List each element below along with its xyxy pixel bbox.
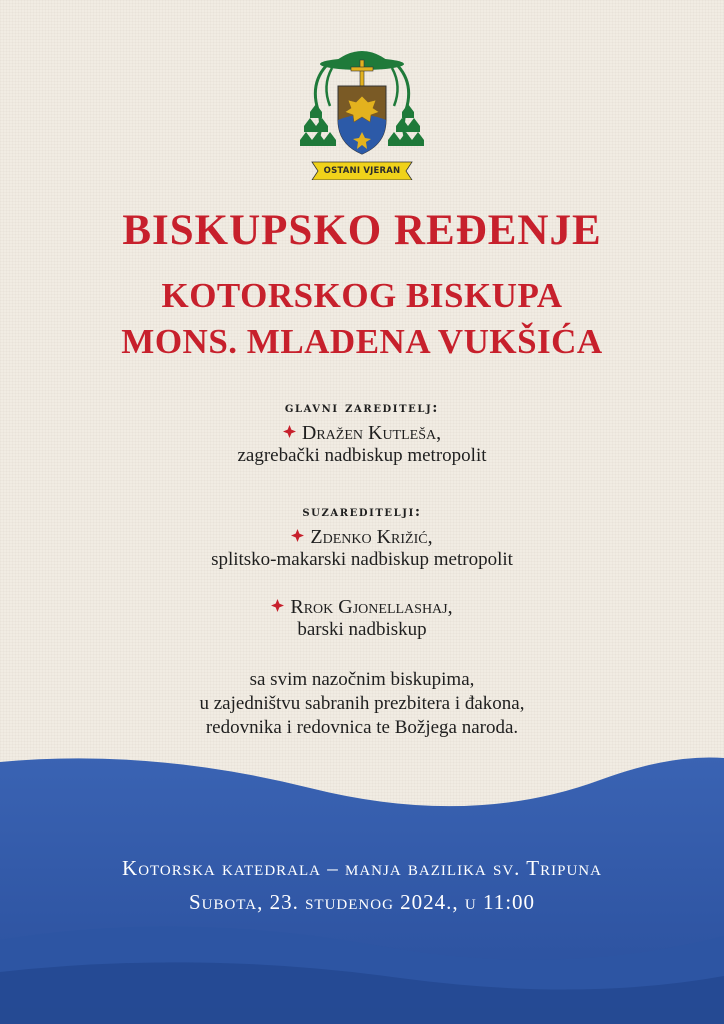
event-datetime: Subota, 23. studenog 2024., u 11:00 xyxy=(188,890,536,914)
coconsecrator-role: splitsko-makarski nadbiskup metropolit xyxy=(211,549,513,570)
closing-text xyxy=(0,668,724,740)
principal-consecrator-section xyxy=(0,400,724,467)
principal-heading: glavni zareditelj: xyxy=(284,400,440,416)
coconsecrator-name-row xyxy=(0,526,724,549)
principal-name: Dražen Kutleša, xyxy=(301,422,442,444)
event-location: Kotorska katedrala – manja bazilika sv. Tripuna xyxy=(122,856,602,880)
coconsecrator-role: barski nadbiskup xyxy=(297,619,427,640)
subtitle-line-1: KOTORSKOG BISKUPA xyxy=(161,276,563,315)
coconsecrators-heading: suzareditelji: xyxy=(302,504,422,520)
cross-icon xyxy=(271,599,284,612)
closing-line-1: sa svim nazočnim biskupima, xyxy=(249,669,475,690)
subtitle-line-2: MONS. MLADENA VUKŠIĆA xyxy=(121,322,603,361)
coconsecrators-section xyxy=(0,504,724,571)
page-title: BISKUPSKO REĐENJE xyxy=(122,207,602,254)
principal-role: zagrebački nadbiskup metropolit xyxy=(237,445,487,466)
closing-line-2: u zajedništvu sabranih prezbitera i đakona, xyxy=(199,693,525,714)
coconsecrator-2-section xyxy=(0,596,724,641)
coconsecrator-name: Rrok Gjonellashaj, xyxy=(290,596,453,618)
closing-line-3: redovnika i redovnica te Božjega naroda. xyxy=(205,717,519,738)
crest-motto: OSTANI VJERAN xyxy=(323,166,401,176)
cross-icon xyxy=(291,529,304,542)
coconsecrator-name: Zdenko Križić, xyxy=(310,526,433,548)
cross-icon xyxy=(283,425,296,438)
blue-wave-band xyxy=(0,740,724,1024)
principal-name-row xyxy=(0,422,724,445)
coat-of-arms-icon xyxy=(296,40,428,180)
coconsecrator-name-row xyxy=(0,596,724,619)
